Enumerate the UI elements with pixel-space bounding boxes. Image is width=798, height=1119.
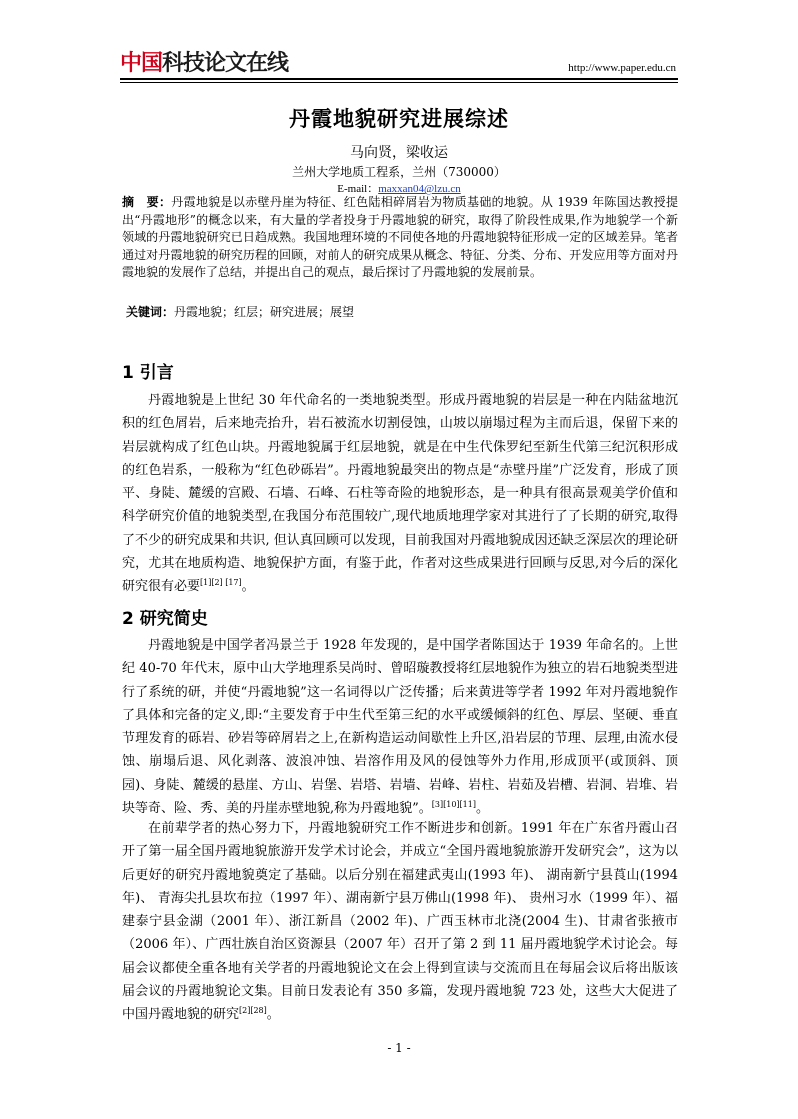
- keywords-label: 关键词：: [126, 305, 175, 319]
- paragraph-tail: 。: [475, 801, 489, 817]
- page-number: - 1 -: [387, 1041, 411, 1055]
- citation: [2][28]: [239, 1006, 267, 1016]
- abstract-label: 摘 要：: [122, 195, 172, 209]
- paragraph: [122, 817, 678, 1027]
- paper-title: 丹霞地貌研究进展综述: [289, 107, 509, 131]
- citation: [3][10][11]: [431, 800, 476, 810]
- paragraph-text: 在前辈学者的热心努力下，丹霞地貌研究工作不断进步和创新。1991 年在广东省丹霞山召开了第一届全国丹霞地貌旅游开发学术讨论会，并成立“全国丹霞地貌旅游开发研究会”，这为以后更好的研究丹霞地貌奠定了基础。以后分别在福建武夷山(1993 年)、 湖南新宁县莨山(1994 年)、 青海尖扎县坎布拉（1997 年）、湖南新宁县万佛山(1998 年)、 贵州习水（1999 年）、福建泰宁县金湖（2001 年）、浙江新昌（2002 年)、广西玉林市北浇(2004 生)、甘肃省张掖市（2006 年）、广西壮族自治区资源县（2007 年）召开了第 2 到 11 届丹霞地貌学术讨论会。每届会议都使全重各地有关学者的丹霞地貌论文在会上得到宣读与交流而且在每届会议后将出版该届会议的丹霞地貌论文集。目前日发表论有 350 多篇，发现丹霞地貌 723 处，这些大大促进了中国丹霞地貌的研究: [122, 821, 678, 1023]
- email-label: E-mail：: [337, 183, 379, 195]
- header-url: http://www.paper.edu.cn: [568, 62, 676, 74]
- keywords: [126, 303, 354, 320]
- paper-affiliation: 兰州大学地质工程系，兰州（730000）: [292, 165, 506, 179]
- journal-logo: [120, 52, 288, 76]
- abstract-text: 丹霞地貌是以赤壁丹崖为特征、红色陆相碎屑岩为物质基础的地貌。从 1939 年陈国达教授提出“丹霞地形”的概念以来，有大量的学者投身于丹霞地貌的研究，取得了阶段性成果,作为地貌学一个新领域的丹霞地貌研究已日趋成熟。我国地理环境的不同使各地的丹霞地貌特征形成一定的区域差异。笔者通过对丹霞地貌的研究历程的回顾，对前人的研究成果从概念、特征、分类、分布、开发应用等方面对丹霞地貌的发展作了总结，并提出自己的观点，最后探讨了丹霞地貌的发展前景。: [122, 195, 678, 280]
- section-heading: 2 研究简史: [122, 609, 208, 629]
- paper-authors: 马向贤，梁收运: [350, 145, 448, 161]
- logo-red-text: 中国: [120, 51, 163, 76]
- email-link[interactable]: maxxan04@lzu.cn: [378, 183, 461, 195]
- paragraph: [122, 389, 678, 599]
- header-rule-thin: [120, 82, 678, 83]
- paragraph: [122, 634, 678, 820]
- header-rule: [120, 78, 678, 80]
- section-heading: 1 引言: [122, 363, 174, 383]
- keywords-text: 丹霞地貌；红层；研究进展；展望: [174, 305, 355, 319]
- paragraph-text: 丹霞地貌是中国学者冯景兰于 1928 年发现的，是中国学者陈国达于 1939 年命名的。上世纪 40-70 年代末，原中山大学地理系吴尚时、曾昭璇教授将红层地貌作为独立的岩石地貌类型进行了系统的研，并使“丹霞地貌”这一名词得以广泛传播；后来黄进等学者 1992 年对丹霞地貌作了具体和完备的定义,即:“主要发育于中生代至第三纪的水平或缓倾斜的红色、厚层、坚硬、垂直节理发育的砾岩、砂岩等碎屑岩之上,在新构造运动间歇性上升区,沿岩层的节理、层理,由流水侵蚀、崩塌后退、风化剥落、波浪冲蚀、岩溶作用及风的侵蚀等外力作用,形成顶平(或顶斜、顶园)、身陡、麓缓的悬崖、方山、岩堡、岩塔、岩墙、岩峰、岩柱、岩茹及岩槽、岩洞、岩堆、岩块等奇、险、秀、美的丹崖赤壁地貌,称为丹霞地貌”。: [122, 638, 678, 817]
- citation: [1][2] [17]: [200, 578, 242, 588]
- paragraph-tail: 。: [266, 1007, 280, 1023]
- paragraph-tail: 。: [241, 579, 255, 595]
- abstract: [122, 194, 678, 282]
- logo-dark-text: 科技论文在线: [162, 51, 289, 76]
- paragraph-text: 丹霞地貌是上世纪 30 年代命名的一类地貌类型。形成丹霞地貌的岩层是一种在内陆盆地沉积的红色屑岩，后来地壳抬升，岩石被流水切割侵蚀，山坡以崩塌过程为主而后退，保留下来的岩层就构成了红色山块。丹霞地貌属于红层地貌，就是在中生代侏罗纪至新生代第三纪沉积形成的红色岩系，一般称为“红色砂砾岩”。丹霞地貌最突出的物点是“赤壁丹崖”广泛发育，形成了顶平、身陡、麓缓的宫殿、石墙、石峰、石柱等奇险的地貌形态，是一种具有很高景观美学价值和科学研究价值的地貌类型,在我国分布范围较广,现代地质地理学家对其进行了了长期的研究,取得了不少的研究成果和共识, 但认真回顾可以发现，目前我国对丹霞地貌成因还缺乏深层次的理论研究，尤其在地质构造、地貌保护方面，有鉴于此，作者对这些成果进行回顾与反思,对今后的深化研究很有必要: [122, 393, 678, 595]
